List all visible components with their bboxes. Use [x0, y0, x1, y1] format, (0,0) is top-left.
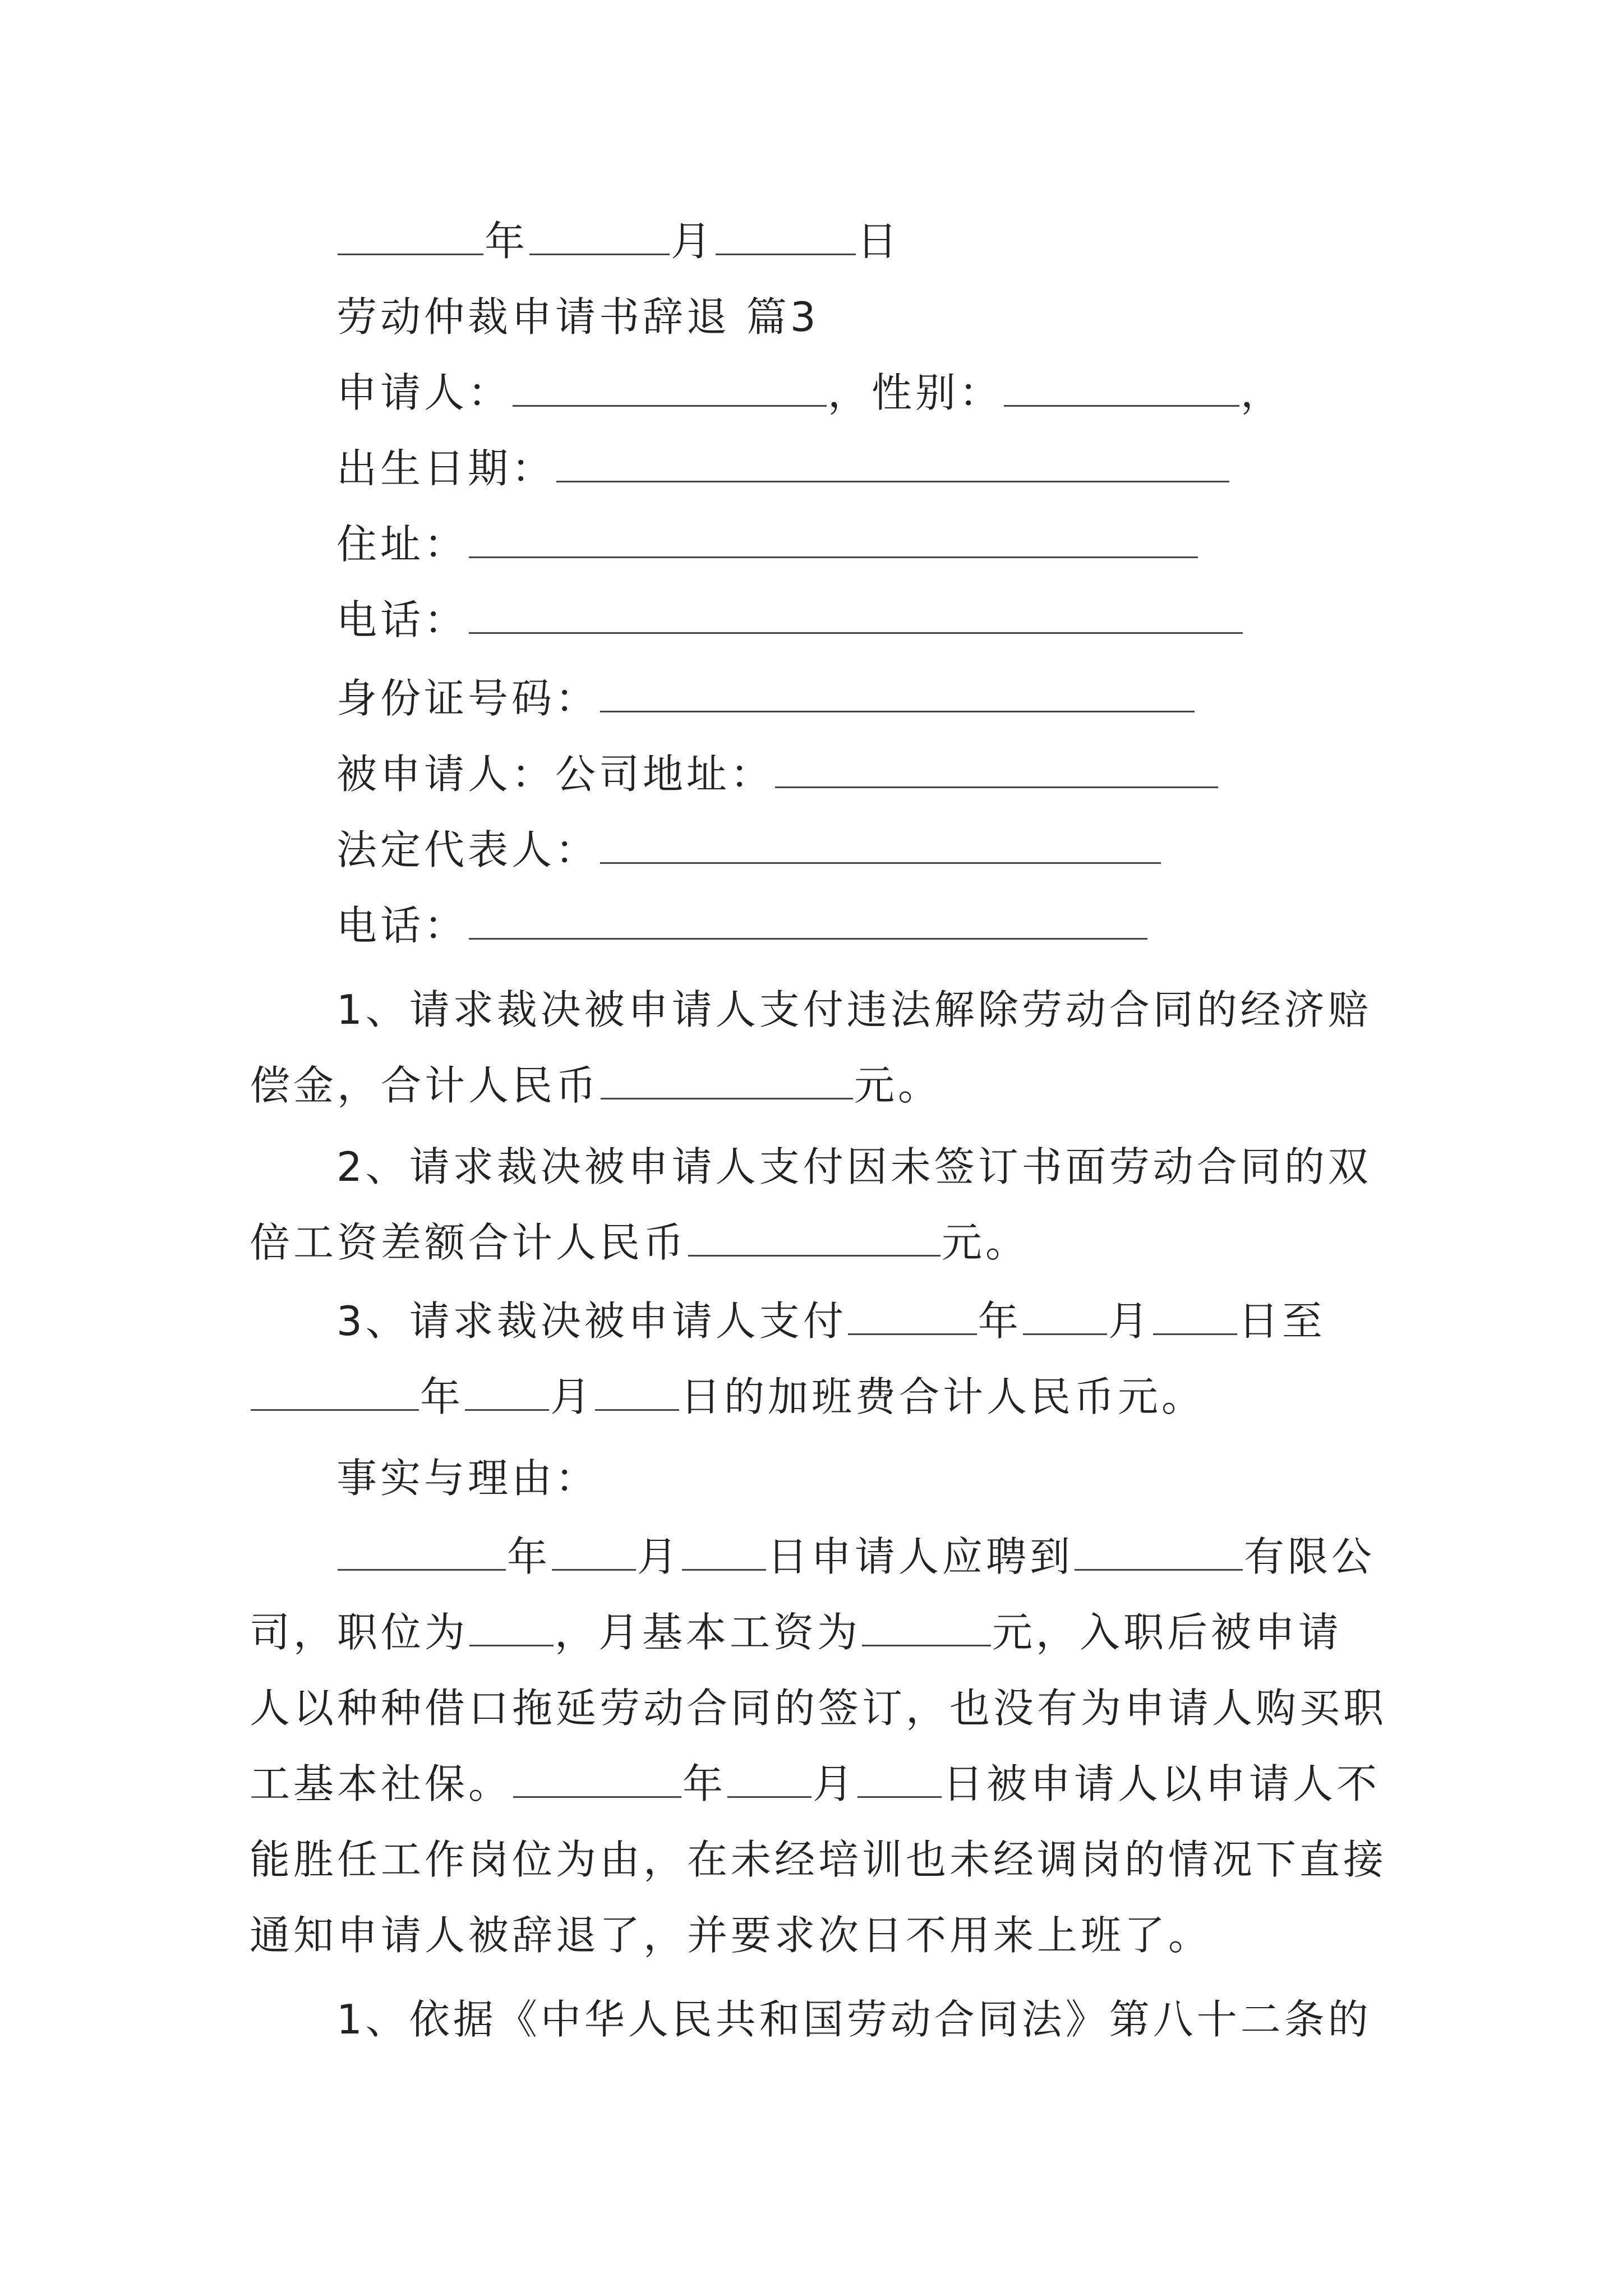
respondent-line: 被申请人：公司地址：	[336, 743, 1219, 805]
address-line: 住址：	[336, 513, 1199, 575]
blank-company	[1075, 1534, 1243, 1571]
applicant-line: 申请人： ，性别： ，	[336, 369, 1285, 416]
blank-id	[600, 676, 1195, 712]
blank-f-year	[338, 1534, 506, 1571]
blank-year	[338, 219, 483, 255]
blank-r3-day2	[595, 1374, 679, 1411]
blank-month	[529, 219, 670, 255]
blank-f4-month	[727, 1761, 811, 1798]
blank-address	[469, 522, 1198, 558]
facts-line2: 司，职位为 ，月基本工资为 元，入职后被申请	[250, 1609, 1343, 1656]
request1-line1: 1、请求裁决被申请人支付违法解除劳动合同的经济赔	[336, 986, 1372, 1033]
facts-heading: 事实与理由：	[336, 1455, 600, 1502]
basis1-line: 1、依据《中华人民共和国劳动合同法》第八十二条的	[336, 1996, 1372, 2043]
blank-phone	[469, 597, 1243, 634]
facts-line1: 年 月 日申请人应聘到 有限公	[336, 1526, 1375, 1588]
blank-salary	[862, 1610, 991, 1646]
blank-r3-day	[1153, 1299, 1237, 1335]
request3-line2: 年 月 日的加班费合计人民币元。	[250, 1366, 1205, 1428]
request2-line2: 倍工资差额合计人民币 元。	[250, 1219, 1030, 1266]
blank-birth	[556, 446, 1229, 482]
blank-f4-day	[857, 1761, 942, 1798]
phone2-line: 电话：	[336, 895, 1149, 956]
blank-position	[469, 1610, 554, 1646]
blank-legal-rep	[600, 827, 1161, 864]
blank-r3-year	[848, 1299, 977, 1335]
facts-line6: 通知申请人被辞退了，并要求次日不用来上班了。	[250, 1912, 1212, 1959]
legal-rep-line: 法定代表人：	[336, 819, 1162, 881]
blank-f-day	[682, 1534, 766, 1571]
request3-line1: 3、请求裁决被申请人支付 年 月 日至	[336, 1297, 1326, 1345]
id-line: 身份证号码：	[336, 668, 1196, 729]
request1-line2: 偿金，合计人民币 元。	[250, 1062, 942, 1109]
blank-applicant	[513, 370, 827, 407]
section-title: 劳动仲裁申请书辞退 篇3	[336, 293, 819, 341]
blank-gender	[1004, 370, 1239, 407]
blank-r3-month	[1023, 1299, 1107, 1335]
blank-amount1	[601, 1063, 853, 1099]
phone-line: 电话：	[336, 589, 1244, 651]
date-line: 年 月 日	[336, 210, 901, 272]
request2-line1: 2、请求裁决被申请人支付因未签订书面劳动合同的双	[336, 1143, 1372, 1190]
facts-line3: 人以种种借口拖延劳动合同的签订，也没有为申请人购买职	[250, 1685, 1387, 1732]
birth-line: 出生日期：	[336, 438, 1230, 499]
facts-line4: 工基本社保。 年 月 日被申请人以申请人不	[250, 1760, 1381, 1807]
blank-r3-year2	[251, 1374, 419, 1411]
blank-phone2	[469, 903, 1147, 940]
blank-amount2	[688, 1220, 940, 1257]
blank-day	[716, 219, 856, 255]
blank-f-month	[552, 1534, 636, 1571]
blank-r3-month2	[465, 1374, 549, 1411]
blank-f4-year	[513, 1761, 681, 1798]
facts-line5: 能胜任工作岗位为由，在未经培训也未经调岗的情况下直接	[250, 1836, 1387, 1883]
blank-company-address	[775, 752, 1218, 788]
